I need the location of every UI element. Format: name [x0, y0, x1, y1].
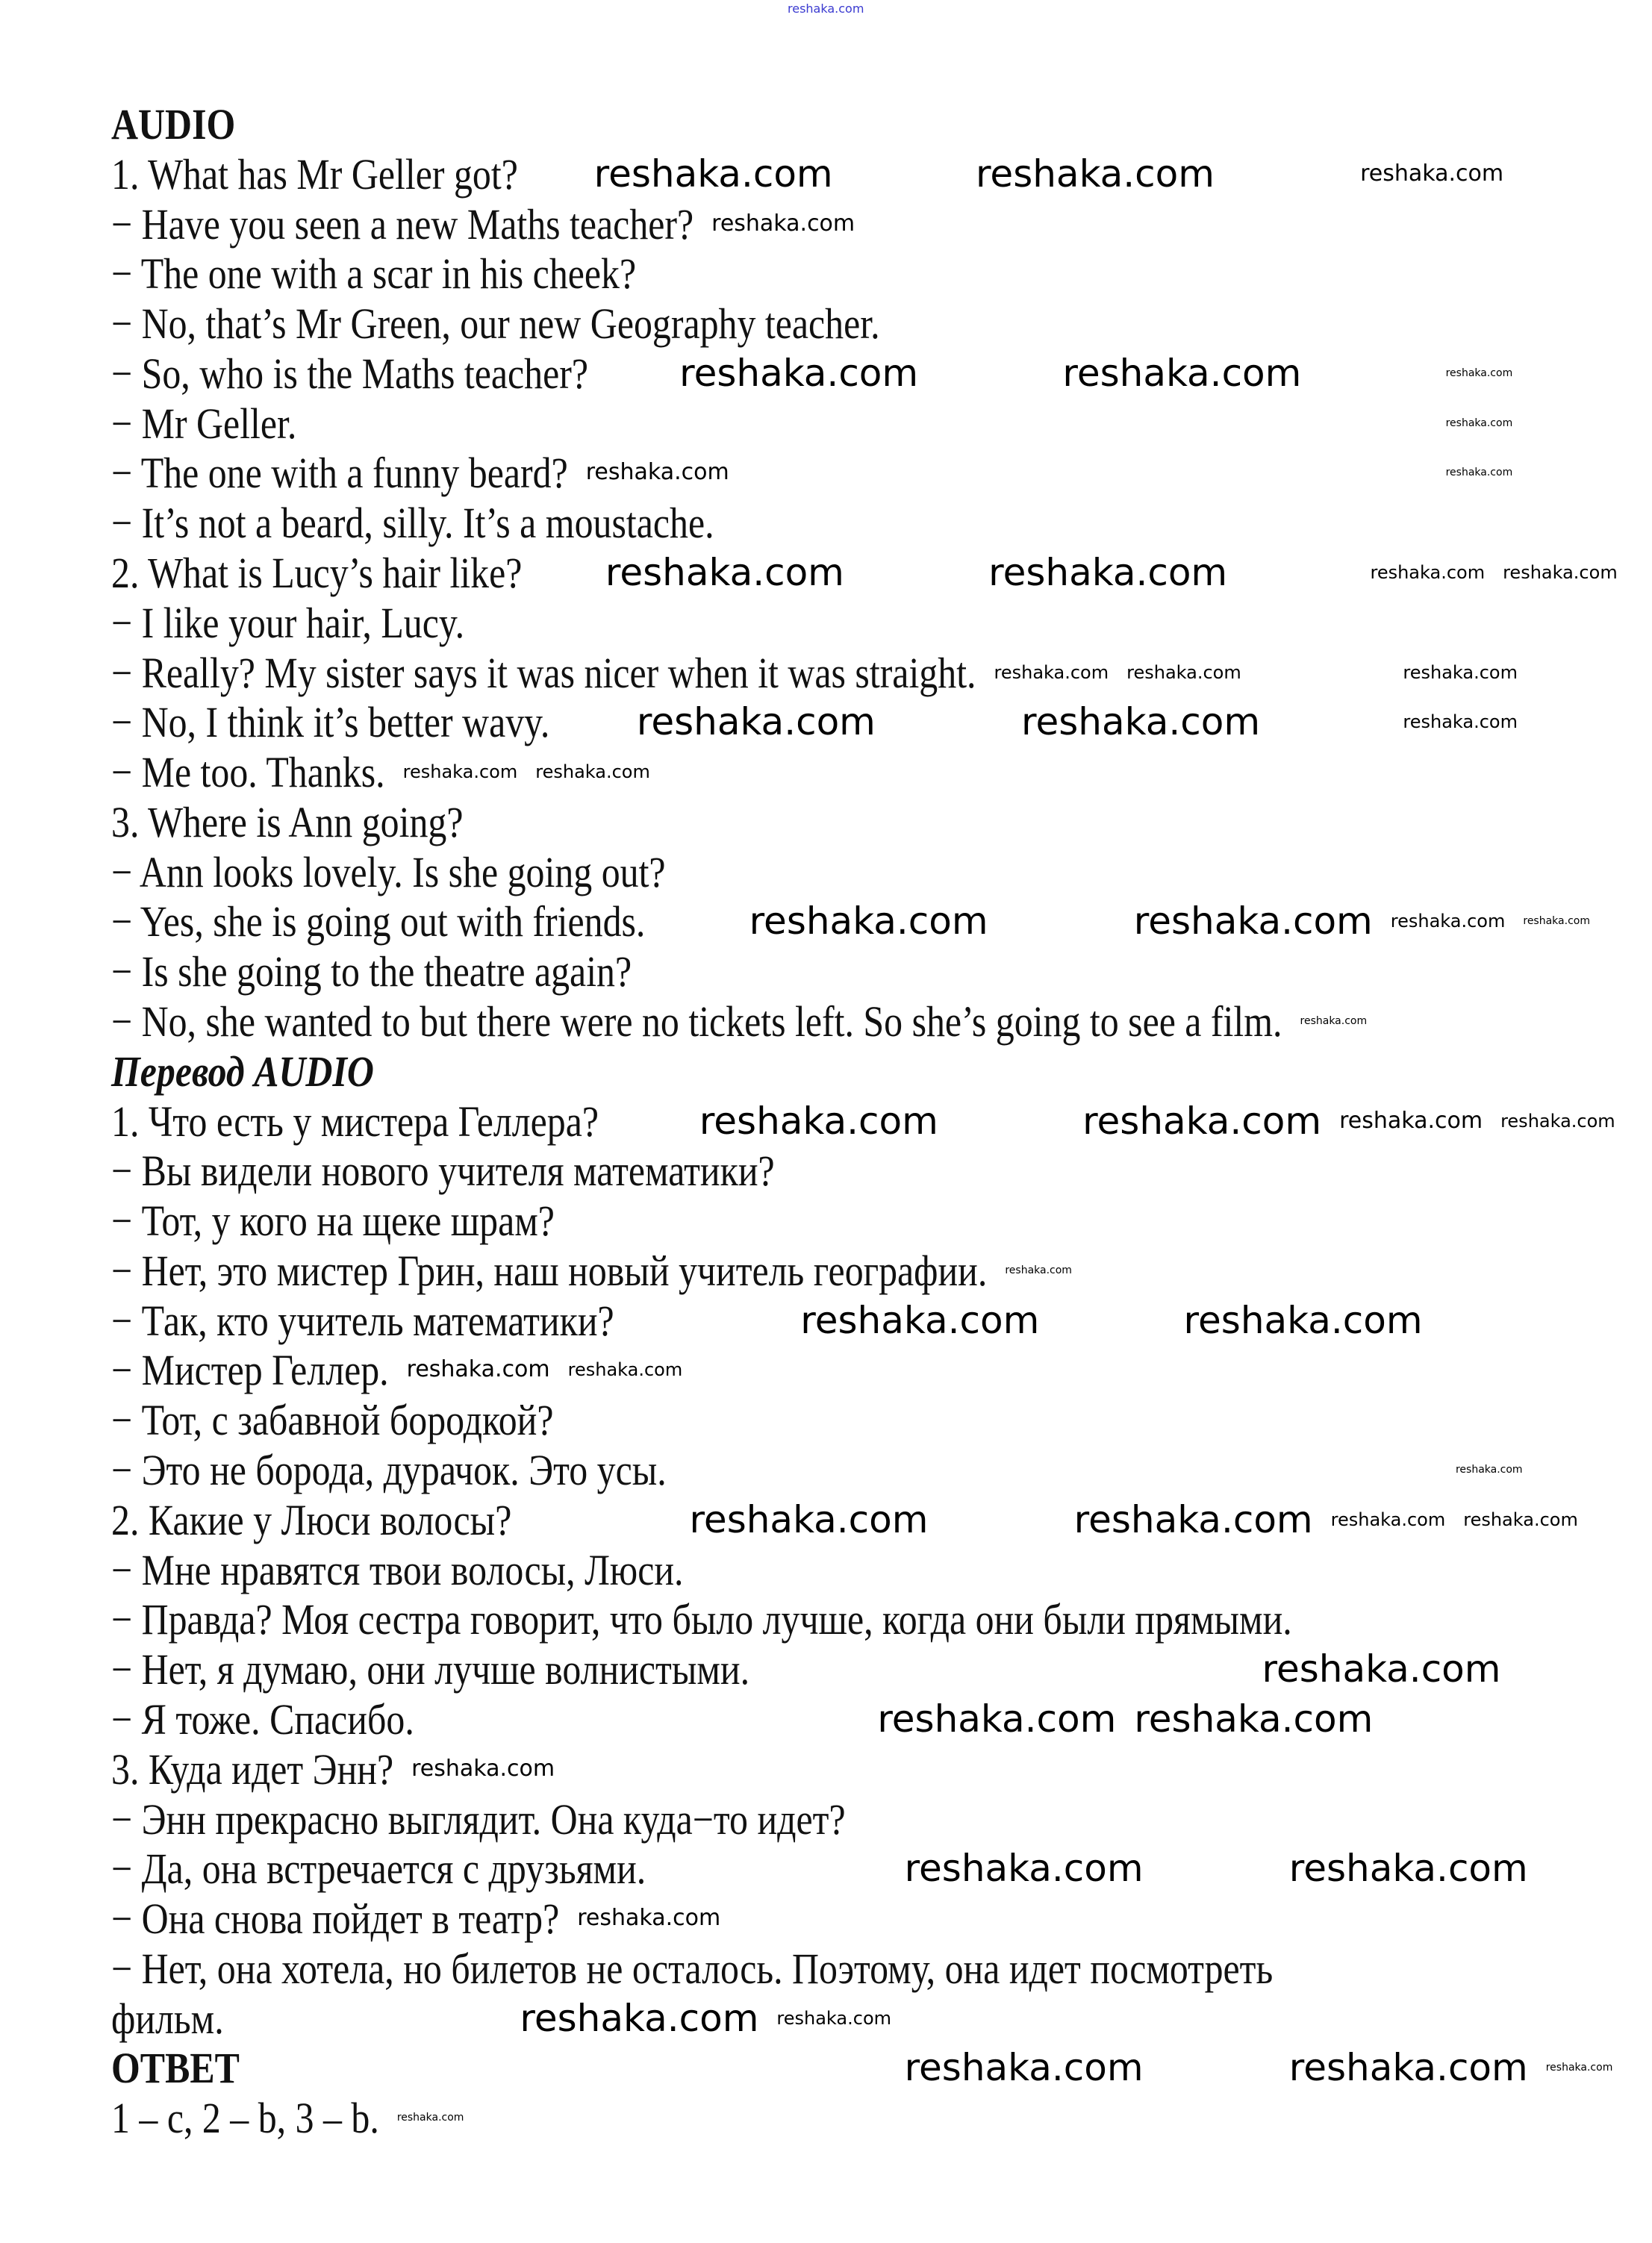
text-line: − No, that’s Mr Green, our new Geography teacher.	[111, 299, 880, 349]
watermark: reshaka.com	[1503, 562, 1618, 584]
text-line: − Really? My sister says it was nicer when it was straight.	[111, 648, 976, 697]
text-line: 2. What is Lucy’s hair like?	[111, 549, 523, 598]
watermark: reshaka.com	[593, 152, 833, 196]
text-line: − Вы видели нового учителя математики?	[111, 1147, 775, 1196]
watermark: reshaka.com	[1183, 1298, 1423, 1342]
watermark-top: reshaka.com	[788, 1, 864, 16]
watermark: reshaka.com	[800, 1298, 1040, 1342]
text-line: − Тот, с забавной бородкой?	[111, 1396, 554, 1445]
text-line: − Правда? Моя сестра говорит, что было лучше, когда они были прямыми.	[111, 1595, 1292, 1644]
text-line: − No, I think it’s better wavy.	[111, 698, 550, 747]
watermark: reshaka.com	[406, 1356, 550, 1383]
watermark: reshaka.com	[1545, 2062, 1613, 2074]
watermark: reshaka.com	[535, 761, 650, 783]
text-line: − I like your hair, Lucy.	[111, 598, 465, 647]
watermark: reshaka.com	[411, 1755, 555, 1782]
text-line: 1. What has Mr Geller got?	[111, 149, 518, 199]
text-line: − Тот, у кого на щеке шрам?	[111, 1197, 555, 1246]
watermark: reshaka.com	[1300, 1015, 1368, 1028]
watermark: reshaka.com	[699, 1099, 938, 1143]
watermark: reshaka.com	[904, 2046, 1144, 2090]
section-heading: ОТВЕТ	[111, 2044, 240, 2093]
watermark: reshaka.com	[1523, 915, 1590, 928]
watermark: reshaka.com	[1463, 1509, 1578, 1530]
text-line: − The one with a funny beard?	[111, 449, 568, 498]
watermark: reshaka.com	[520, 1996, 759, 2040]
watermark: reshaka.com	[1288, 2046, 1528, 2090]
text-line: − No, she wanted to but there were no tickets left. So she’s going to see a film.	[111, 997, 1282, 1046]
watermark: reshaka.com	[1390, 911, 1506, 932]
text-line: − Да, она встречается с друзьями.	[111, 1844, 646, 1894]
watermark: reshaka.com	[1403, 661, 1518, 683]
watermark: reshaka.com	[567, 1359, 683, 1381]
watermark: reshaka.com	[402, 761, 518, 783]
text-line: 3. Where is Ann going?	[111, 797, 464, 846]
watermark: reshaka.com	[636, 700, 876, 744]
text-line: − Это не борода, дурачок. Это усы.	[111, 1446, 667, 1495]
watermark: reshaka.com	[711, 210, 855, 237]
text-line: − Она снова пойдет в театр?	[111, 1894, 560, 1944]
watermark: reshaka.com	[994, 661, 1109, 683]
text-line: 2. Какие у Люси волосы?	[111, 1495, 512, 1544]
watermark: reshaka.com	[1262, 1647, 1501, 1691]
watermark: reshaka.com	[904, 1847, 1144, 1891]
watermark: reshaka.com	[1073, 1497, 1313, 1541]
watermark: reshaka.com	[877, 1697, 1117, 1741]
watermark: reshaka.com	[1339, 1107, 1483, 1134]
watermark: reshaka.com	[1360, 160, 1504, 187]
text-line: − Нет, она хотела, но билетов не осталось. Поэтому, она идет посмотреть	[111, 1944, 1274, 1993]
watermark: reshaka.com	[1455, 1464, 1523, 1476]
text-line: − So, who is the Maths teacher?	[111, 349, 589, 398]
watermark: reshaka.com	[1445, 467, 1513, 479]
watermark: reshaka.com	[1082, 1099, 1322, 1143]
watermark: reshaka.com	[1005, 1264, 1072, 1276]
text-line: − Мне нравятся твои волосы, Люси.	[111, 1545, 684, 1594]
text-line: − Нет, это мистер Грин, наш новый учитель географии.	[111, 1246, 988, 1295]
watermark: reshaka.com	[776, 2007, 892, 2029]
text-line: − Ann looks lovely. Is she going out?	[111, 847, 666, 896]
text-line: − Is she going to the theatre again?	[111, 947, 632, 996]
watermark: reshaka.com	[1370, 562, 1486, 584]
watermark: reshaka.com	[1133, 899, 1373, 943]
text-line: − Энн прекрасно выглядит. Она куда−то идет?	[111, 1794, 846, 1844]
watermark: reshaka.com	[605, 551, 844, 595]
text-line: − The one with a scar in his cheek?	[111, 249, 637, 299]
watermark: reshaka.com	[1403, 711, 1518, 733]
text-line: − Yes, she is going out with friends.	[111, 897, 646, 946]
text-line: − Me too. Thanks.	[111, 748, 385, 797]
watermark: reshaka.com	[1126, 661, 1241, 683]
watermark: reshaka.com	[988, 551, 1228, 595]
watermark: reshaka.com	[975, 152, 1215, 196]
section-heading: Перевод AUDIO	[111, 1046, 374, 1096]
watermark: reshaka.com	[1445, 417, 1513, 429]
text-line: − Я тоже. Спасибо.	[111, 1694, 414, 1744]
section-heading: AUDIO	[111, 99, 236, 149]
watermark: reshaka.com	[749, 899, 988, 943]
text-line: 3. Куда идет Энн?	[111, 1744, 394, 1794]
watermark: reshaka.com	[679, 351, 919, 395]
watermark: reshaka.com	[1021, 700, 1261, 744]
watermark: reshaka.com	[1288, 1847, 1528, 1891]
watermark: reshaka.com	[1500, 1110, 1615, 1132]
watermark: reshaka.com	[396, 2112, 464, 2124]
watermark: reshaka.com	[1062, 351, 1302, 395]
text-line: − Так, кто учитель математики?	[111, 1296, 614, 1345]
text-line: 1 – c, 2 – b, 3 – b.	[111, 2094, 379, 2143]
watermark: reshaka.com	[1134, 1697, 1374, 1741]
text-line: − Нет, я думаю, они лучше волнистыми.	[111, 1645, 750, 1694]
text-line: − Mr Geller.	[111, 399, 297, 448]
text-line: 1. Что есть у мистера Геллера?	[111, 1096, 599, 1146]
watermark: reshaka.com	[689, 1497, 929, 1541]
text-line: фильм.	[111, 1994, 224, 2043]
watermark: reshaka.com	[1445, 366, 1513, 379]
text-line: − Have you seen a new Maths teacher?	[111, 199, 694, 249]
text-line: − It’s not a beard, silly. It’s a moustache.	[111, 499, 714, 548]
watermark: reshaka.com	[585, 459, 729, 486]
watermark: reshaka.com	[577, 1905, 721, 1932]
watermark: reshaka.com	[1330, 1509, 1446, 1530]
text-line: − Мистер Геллер.	[111, 1346, 389, 1395]
